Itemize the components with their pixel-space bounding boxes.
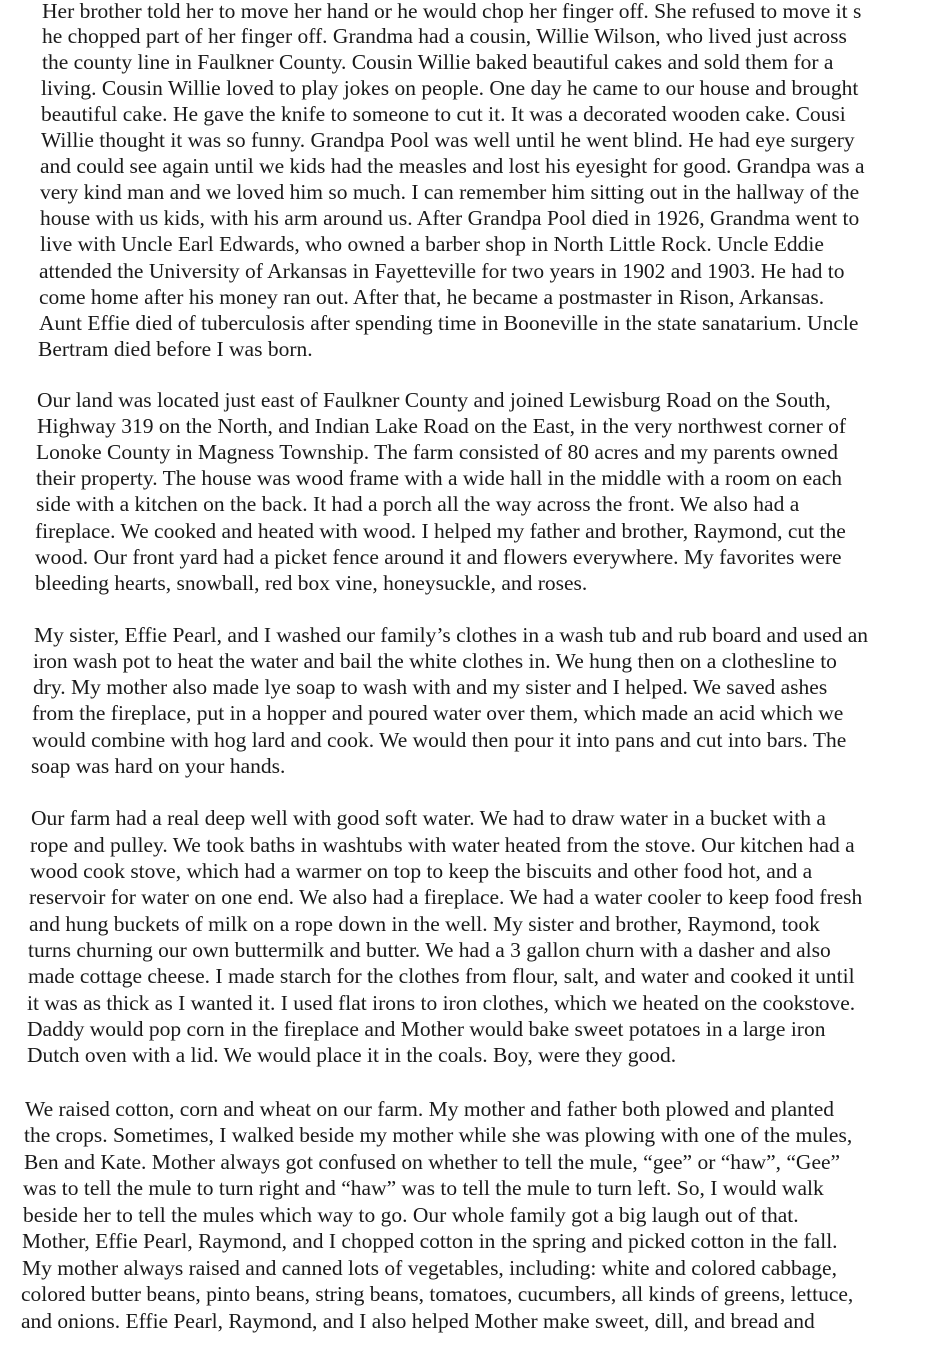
text-line: turns churning our own buttermilk and butter. We had a 3 gallon churn with a dasher and also xyxy=(28,938,831,962)
text-line: Willie thought it was so funny. Grandpa Pool was well until he went blind. He had eye surgery xyxy=(41,128,855,152)
text-line: Her brother told her to move her hand or he would chop her finger off. She refused to move it s xyxy=(42,0,862,23)
text-line: very kind man and we loved him so much. I can remember him sitting out in the hallway of the xyxy=(40,180,860,204)
text-line: fireplace. We cooked and heated with wood. I helped my father and brother, Raymond, cut the xyxy=(35,519,846,543)
text-line: wood cook stove, which had a warmer on top to keep the biscuits and other food hot, and a xyxy=(30,859,813,883)
text-line: Our farm had a real deep well with good soft water. We had to draw water in a bucket with a xyxy=(31,806,826,830)
text-line: rope and pulley. We took baths in washtubs with water heated from the stove. Our kitchen had a xyxy=(30,833,855,857)
text-line: dry. My mother also made lye soap to wash with and my sister and I helped. We saved ashes xyxy=(33,675,828,699)
text-line: beautiful cake. He gave the knife to someone to cut it. It was a decorated wooden cake. Cousi xyxy=(41,102,846,126)
text-line: We raised cotton, corn and wheat on our farm. My mother and father both plowed and planted xyxy=(25,1097,835,1121)
text-line: beside her to tell the mules which way to go. Our whole family got a big laugh out of that. xyxy=(23,1203,799,1227)
text-line: colored butter beans, pinto beans, string beans, tomatoes, cucumbers, all kinds of greens, lettuce, xyxy=(21,1282,854,1306)
text-line: Ben and Kate. Mother always got confused on whether to tell the mule, “gee” or “haw”, “Gee” xyxy=(24,1150,841,1174)
text-line: wood. Our front yard had a picket fence around it and flowers everywhere. My favorites were xyxy=(35,545,842,569)
text-line: soap was hard on your hands. xyxy=(31,754,286,778)
text-line: Highway 319 on the North, and Indian Lake Road on the East, in the very northwest corner of xyxy=(37,414,847,438)
text-line: and onions. Effie Pearl, Raymond, and I also helped Mother make sweet, dill, and bread and xyxy=(21,1309,815,1333)
text-line: My mother always raised and canned lots of vegetables, including: white and colored cabbage, xyxy=(22,1256,837,1280)
text-line: he chopped part of her finger off. Grandma had a cousin, Willie Wilson, who lived just across xyxy=(42,24,847,48)
text-line: Dutch oven with a lid. We would place it in the coals. Boy, were they good. xyxy=(27,1043,677,1067)
text-line: Our land was located just east of Faulkner County and joined Lewisburg Road on the South, xyxy=(37,388,831,412)
text-line: bleeding hearts, snowball, red box vine, honeysuckle, and roses. xyxy=(35,571,588,595)
text-line: My sister, Effie Pearl, and I washed our family’s clothes in a wash tub and rub board and used an xyxy=(34,623,869,647)
text-line: iron wash pot to heat the water and bail the white clothes in. We hung then on a clothesline to xyxy=(33,649,837,673)
text-line: the county line in Faulkner County. Cousin Willie baked beautiful cakes and sold them for a xyxy=(42,50,834,74)
text-line: attended the University of Arkansas in Fayetteville for two years in 1902 and 1903. He had to xyxy=(39,259,845,283)
text-line: Aunt Effie died of tuberculosis after spending time in Booneville in the state sanatarium. Uncle xyxy=(39,311,859,335)
text-line: Mother, Effie Pearl, Raymond, and I chopped cotton in the spring and picked cotton in the fall. xyxy=(22,1229,838,1253)
text-line: it was as thick as I wanted it. I used flat irons to iron clothes, which we heated on the cookstove. xyxy=(27,991,856,1015)
text-line: Daddy would pop corn in the fireplace and Mother would bake sweet potatoes in a large iron xyxy=(27,1017,826,1041)
text-line: from the fireplace, put in a hopper and poured water over them, which made an acid which we xyxy=(32,701,844,725)
text-line: the crops. Sometimes, I walked beside my mother while she was plowing with one of the mules, xyxy=(24,1123,853,1147)
text-line: side with a kitchen on the back. It had a porch all the way across the front. We also had a xyxy=(36,492,800,516)
text-line: live with Uncle Earl Edwards, who owned a barber shop in North Little Rock. Uncle Eddie xyxy=(40,232,824,256)
text-line: and hung buckets of milk on a rope down in the well. My sister and brother, Raymond, took xyxy=(29,912,820,936)
text-line: Bertram died before I was born. xyxy=(38,337,313,361)
text-line: made cottage cheese. I made starch for the clothes from flour, salt, and water and cooked it until xyxy=(28,964,855,988)
text-line: and could see again until we kids had the measles and lost his eyesight for good. Grandpa was a xyxy=(40,154,865,178)
text-line: was to tell the mule to turn right and “haw” was to tell the mule to turn left. So, I would walk xyxy=(23,1176,824,1200)
text-line: living. Cousin Willie loved to play jokes on people. One day he came to our house and brought xyxy=(41,76,859,100)
text-line: come home after his money ran out. After that, he became a postmaster in Rison, Arkansas. xyxy=(39,285,825,309)
text-line: their property. The house was wood frame with a wide hall in the middle with a room on each xyxy=(36,466,843,490)
text-line: would combine with hog lard and cook. We would then pour it into pans and cut into bars. The xyxy=(32,728,847,752)
text-line: reservoir for water on one end. We also had a fireplace. We had a water cooler to keep food fresh xyxy=(29,885,863,909)
text-line: Lonoke County in Magness Township. The farm consisted of 80 acres and my parents owned xyxy=(36,440,839,464)
text-line: house with us kids, with his arm around us. After Grandpa Pool died in 1926, Grandma went to xyxy=(40,206,860,230)
